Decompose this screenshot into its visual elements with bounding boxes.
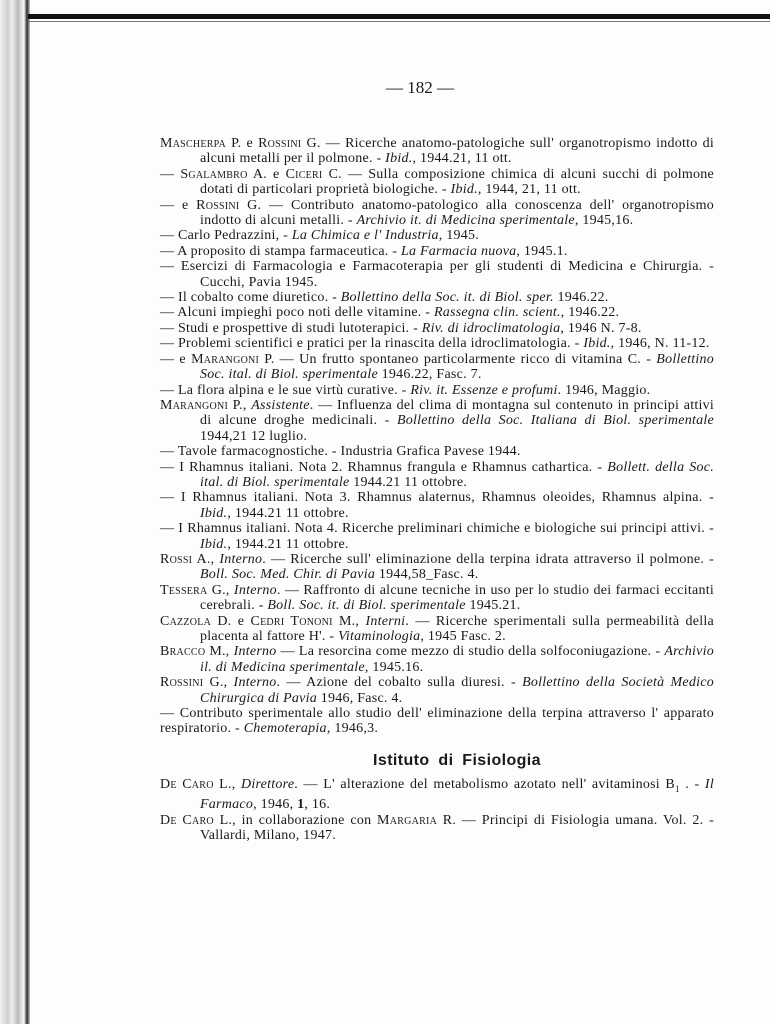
- entry-text: , 1946.22.: [560, 305, 620, 321]
- publication-title: Interno: [219, 551, 263, 567]
- entry-text: C. — Sulla composizione chimica di alcuni succhi di polmone dotati di particolari proprietà biologiche. -: [200, 166, 715, 198]
- entry-text: , 1946 N. 7-8.: [560, 320, 642, 336]
- bibliography-entry: [160, 352, 714, 383]
- publication-title: Bollettino della Soc. Italiana di Biol. sperimentale: [396, 413, 714, 429]
- author-name: Rossini: [160, 675, 204, 691]
- author-name: Margaria: [377, 812, 438, 828]
- volume-number: 1: [297, 797, 305, 813]
- entry-text: , 1946,3.: [326, 721, 379, 737]
- publication-title: Boll. Soc. Med. Chir. di Pavia: [200, 567, 376, 583]
- bibliography-section-pharmacology: [160, 136, 714, 737]
- entry-text: L., in collaborazione con: [213, 812, 378, 828]
- entry-text: — Contributo sperimentale allo studio dell' eliminazione della terpina attraverso l' apparato respiratorio. -: [160, 706, 714, 737]
- entry-text: 1946.22.: [553, 290, 609, 306]
- entry-text: — La flora alpina e le sue virtù curative. -: [160, 382, 411, 398]
- bibliography-entry: [160, 321, 714, 336]
- publication-title: Interno: [233, 675, 277, 691]
- author-name: Marangoni: [160, 397, 229, 413]
- entry-text: 1944,58_Fasc. 4.: [375, 567, 479, 583]
- entry-text: — La resorcina come mezzo di studio della solfoconiugazione. -: [276, 644, 665, 660]
- bibliography-entry: [160, 244, 714, 259]
- bibliography-entry: [160, 167, 714, 198]
- entry-text: P.,: [228, 397, 252, 413]
- publication-title: Interni: [365, 613, 406, 629]
- entry-text: D. e: [211, 613, 251, 629]
- publication-title: Bollettino Soc. ital. di Biol. sperimentale: [200, 351, 714, 383]
- bibliography-entry: [160, 290, 714, 305]
- entry-text: P. e: [226, 136, 259, 151]
- entry-text: , 1946, N. 11-12.: [610, 336, 710, 352]
- bibliography-entry: [160, 490, 714, 521]
- entry-text: , 1944.21 11 ottobre.: [227, 505, 349, 521]
- entry-text: . — Ricerche sull' eliminazione della terpina idrata attraverso il polmone. -: [262, 551, 714, 567]
- author-name: Cazzola: [160, 613, 212, 629]
- entry-text: — Alcuni impieghi poco noti delle vitamine. -: [160, 305, 434, 321]
- entry-text: 1946, Fasc. 4.: [317, 690, 403, 706]
- entry-text: — e: [160, 197, 197, 213]
- entry-text: , 16.: [304, 797, 331, 813]
- entry-text: — Il cobalto come diuretico. -: [160, 290, 341, 306]
- entry-text: , 1944, 21, 11 ott.: [477, 182, 581, 198]
- bibliography-entry: [160, 398, 714, 444]
- entry-text: 1946.22, Fasc. 7.: [377, 367, 482, 383]
- publication-title: Ibid.: [385, 151, 413, 167]
- publication-title: La Farmacia nuova: [400, 243, 517, 259]
- bibliography-entry: [160, 228, 714, 243]
- entry-text: 1945.21.: [465, 598, 521, 614]
- entry-text: . — Influenza del clima di montagna sul contenuto in principi attivi di alcune droghe medicinali. -: [200, 397, 715, 429]
- bibliography-entry: [160, 706, 714, 737]
- author-name: Rossi: [160, 551, 193, 567]
- scan-border: [0, 0, 30, 1024]
- bibliography-entry: [160, 614, 714, 645]
- entry-text: . — Ricerche sperimentali sulla permeabilità della placenta al fattore H'. -: [200, 613, 715, 644]
- entry-text: — I Rhamnus italiani. Nota 3. Rhamnus alaternus, Rhamnus oleoides, Rhamnus alpina. -: [160, 490, 714, 506]
- entry-text: . 1946, Maggio.: [557, 382, 651, 398]
- entry-text: , 1945 Fasc. 2.: [420, 629, 506, 644]
- author-name: Rossini: [196, 197, 240, 213]
- subscript: 1: [675, 784, 680, 795]
- bibliography-entry: [160, 383, 714, 398]
- publication-title: Direttore: [240, 777, 295, 793]
- bibliography-entry: [160, 813, 714, 844]
- publication-title: La Chimica e l' Industria: [291, 228, 439, 244]
- author-name: Tessera: [160, 582, 208, 598]
- bibliography-entry: [160, 777, 714, 813]
- bibliography-entry: [160, 552, 714, 583]
- publication-title: Interno: [233, 582, 277, 598]
- entry-text: G.,: [207, 582, 234, 598]
- publication-title: Riv. it. Essenze e profumi: [410, 382, 558, 398]
- page-number: — 182 —: [386, 78, 454, 97]
- entry-text: A. e: [247, 166, 286, 182]
- publication-title: Il Farmaco: [200, 777, 714, 813]
- bibliography-section-physiology: [160, 777, 714, 843]
- entry-text: —: [160, 166, 181, 182]
- publication-title: Assistente: [251, 397, 310, 413]
- entry-text: — Studi e prospettive di studi lutoterapici. -: [160, 320, 422, 336]
- bibliography-entry: [160, 336, 714, 351]
- entry-text: . — Raffronto di alcune tecniche in uso per lo studio dei farmaci eccitanti cerebrali. -: [200, 582, 714, 614]
- entry-text: G. — Contributo anatomo-patologico alla conoscenza dell' organotropismo indotto di alcuni metalli. -: [200, 197, 715, 229]
- entry-text: 1944,21 12 luglio.: [200, 428, 308, 444]
- entry-text: , 1946,: [253, 797, 298, 813]
- publication-title: Ibid.: [200, 536, 228, 552]
- publication-title: Ibid.: [200, 505, 228, 521]
- publication-title: Boll. Soc. it. di Biol. sperimentale: [267, 598, 466, 614]
- bibliography-entry: [160, 198, 714, 229]
- entry-text: — Esercizi di Farmacologia e Farmacoterapia per gli studenti di Medicina e Chirurgia. - Cucchi, Pavia 1945.: [160, 259, 714, 290]
- entry-text: A.,: [192, 551, 220, 567]
- publication-title: Ibid.: [450, 182, 478, 198]
- scan-top-rule: [28, 14, 770, 19]
- publication-title: Riv. di idroclimatologia: [421, 320, 561, 336]
- author-name: Mascherpa: [160, 136, 227, 151]
- entry-text: — I Rhamnus italiani. Nota 4. Ricerche preliminari chimiche e biologiche sui principi attivi. -: [160, 521, 714, 537]
- author-name: Marangoni: [191, 351, 260, 367]
- entry-text: 1944.21 11 ottobre.: [349, 474, 468, 490]
- author-name: Sgalambro: [180, 166, 248, 182]
- entry-text: — Tavole farmacognostiche. - Industria Grafica Pavese 1944.: [160, 444, 521, 460]
- entry-text: . — Azione del cobalto sulla diuresi. -: [276, 675, 523, 691]
- publication-title: Bollett. della Soc. ital. di Biol. sperimentale: [200, 459, 715, 490]
- author-name: Cedri Tononi: [250, 613, 333, 629]
- bibliography-entry: [160, 644, 714, 675]
- entry-text: . -: [679, 777, 705, 793]
- entry-text: — e: [160, 351, 192, 367]
- entry-text: — Problemi scientifici e pratici per la rinascita della idroclimatologia. -: [160, 336, 584, 352]
- publication-title: Rassegna clin. scient.: [433, 305, 561, 321]
- entry-text: , 1945.: [438, 228, 480, 244]
- bibliography-entry: [160, 259, 714, 290]
- author-name: Ciceri: [285, 166, 323, 182]
- publication-title: Ibid.: [583, 336, 611, 352]
- publication-title: Interno: [233, 644, 277, 660]
- publication-title: Chemoterapia: [243, 721, 327, 737]
- author-name: De Caro: [160, 812, 214, 828]
- bibliography-entry: [160, 460, 714, 491]
- entry-text: , 1945.1.: [516, 243, 568, 259]
- entry-text: — A proposito di stampa farmaceutica. -: [160, 243, 401, 259]
- entry-text: P. — Un frutto spontaneo particolarmente ricco di vitamina C. -: [259, 351, 657, 367]
- bibliography-entry: [160, 305, 714, 320]
- author-name: Rossini: [258, 136, 302, 151]
- author-name: Bracco: [160, 644, 206, 660]
- section-heading: Istituto di Fisiologia: [373, 751, 541, 769]
- entry-text: — I Rhamnus italiani. Nota 2. Rhamnus frangula e Rhamnus cathartica. -: [160, 459, 608, 475]
- entry-text: . — L' alterazione del metabolismo azotato nell' avitaminosi B: [294, 777, 676, 793]
- entry-text: G. — Ricerche anatomo-patologiche sull' organotropismo indotto di alcuni metalli per il polmone. -: [200, 136, 715, 167]
- entry-text: L.,: [213, 777, 241, 793]
- bibliography-entry: [160, 675, 714, 706]
- entry-text: M.,: [332, 613, 366, 629]
- scan-top-rule-thin: [28, 21, 770, 22]
- bibliography: [160, 136, 714, 844]
- entry-text: , 1944.21, 11 ott.: [412, 151, 512, 167]
- entry-text: R. — Principi di Fisiologia umana. Vol. 2. - Vallardi, Milano, 1947.: [200, 812, 714, 844]
- author-name: De Caro: [160, 777, 214, 793]
- entry-text: , 1945,16.: [574, 213, 634, 229]
- entry-text: G.,: [203, 675, 234, 691]
- bibliography-entry: [160, 583, 714, 614]
- entry-text: M.,: [205, 644, 234, 660]
- publication-title: Vitaminologia: [338, 629, 421, 644]
- publication-title: Archivio it. di Medicina sperimentale: [356, 213, 575, 229]
- bibliography-entry: [160, 136, 714, 167]
- publication-title: Bollettino della Soc. it. di Biol. sper.: [340, 290, 554, 306]
- bibliography-entry: [160, 521, 714, 552]
- publication-title: Bollettino della Società Medico Chirurgica di Pavia: [200, 675, 714, 706]
- publication-title: Archivio il. di Medicina sperimentale: [200, 644, 715, 675]
- entry-text: , 1944.21 11 ottobre.: [227, 536, 349, 552]
- bibliography-entry: [160, 444, 714, 459]
- entry-text: — Carlo Pedrazzini, -: [160, 228, 292, 244]
- entry-text: , 1945.16.: [364, 659, 424, 675]
